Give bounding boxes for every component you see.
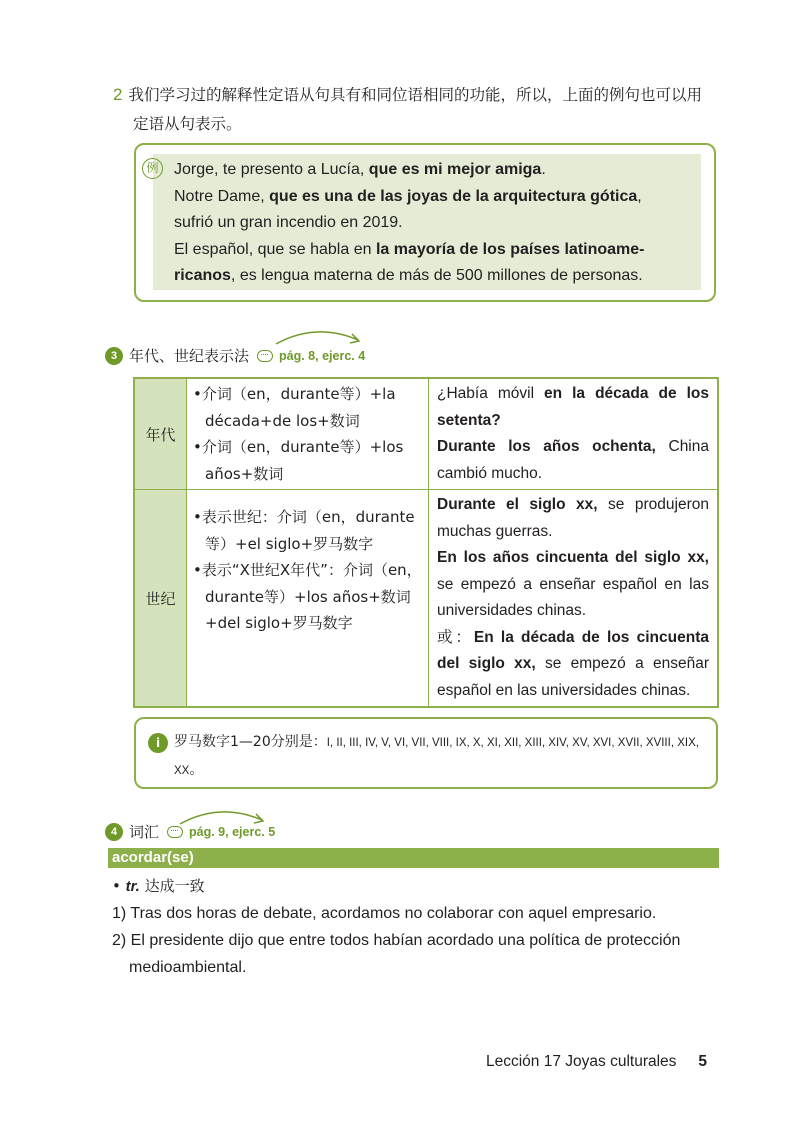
- row-header: 年代: [134, 378, 187, 490]
- vocab-example: 2) El presidente dijo que entre todos habían acordado una política de protección medioambiental.: [112, 932, 681, 976]
- item2-line1: 我们学习过的解释性定语从句具有和同位语相同的功能，所以，上面的例句也可以用: [128, 86, 702, 104]
- vocab-definition: • tr. 达成一致: [112, 877, 205, 895]
- table-example: Durante el siglo xx, se produjeron muchas guerras.: [437, 496, 709, 540]
- section-title: 年代、世纪表示法: [129, 347, 250, 365]
- section-number-badge: 3: [105, 347, 123, 365]
- table-example: Durante los años ochenta, China cambió mucho.: [437, 438, 709, 482]
- example-sentences: [174, 157, 684, 290]
- rule-bullet: •介词（en，durante等）+la década+de los+数词: [193, 385, 396, 430]
- roman-numerals-note: 罗马数字1—20分别是：I, II, III, IV, V, VI, VII, VIII, IX, X, XI, XII, XIII, XIV, XV, XVI, XVII, XVIII, XIX, XX。: [174, 734, 699, 778]
- workbook-reference: pág. 9, ejerc. 5: [189, 825, 276, 839]
- item-2-paragraph: [113, 80, 723, 139]
- example-sentence-1: Jorge, te presento a Lucía, que es mi mejor amiga.: [174, 161, 546, 178]
- table-example: ¿Había móvil en la década de los setenta?: [437, 385, 709, 429]
- page-number: 5: [698, 1053, 708, 1070]
- example-cell: [429, 490, 719, 708]
- item-number: 2: [113, 85, 123, 104]
- section-number-badge: 4: [105, 823, 123, 841]
- example-sentence-3: El español, que se habla en la mayoría de los países latinoame- ricanos, es lengua materna de más de 500 millones de personas.: [174, 240, 645, 284]
- example-sentence-2: Notre Dame, que es una de las joyas de la arquitectura gótica, sufrió un gran incendio en 2019.: [174, 187, 642, 231]
- section-title: 词汇: [129, 823, 160, 841]
- vocab-examples: [112, 900, 722, 981]
- rule-cell: [187, 378, 429, 490]
- part-of-speech: tr.: [125, 878, 140, 895]
- reference-arrow-icon: [272, 324, 366, 348]
- workbook-reference-icon: [257, 350, 273, 362]
- vocab-example: 1) Tras dos horas de debate, acordamos no colaborar con aquel empresario.: [112, 905, 657, 922]
- example-cell: [429, 378, 719, 490]
- rule-bullet: •表示“X世纪X年代”：介词（en，durante等）+los años+数词+del siglo+罗马数字: [193, 561, 422, 632]
- section-4-heading: [105, 822, 275, 842]
- section-3-heading: [105, 346, 365, 366]
- vocab-headword: acordar(se): [108, 848, 719, 868]
- table-example: 或：En la década de los cincuenta del siglo xx, se empezó a enseñar español en las universidades chinas.: [437, 628, 709, 699]
- rule-cell: [187, 490, 429, 708]
- example-icon: 例: [142, 158, 163, 179]
- rule-bullet: •介词（en，durante等）+los años+数词: [193, 438, 404, 483]
- info-icon: i: [148, 733, 168, 753]
- workbook-reference-icon: [167, 826, 183, 838]
- date-expression-table: [133, 377, 719, 708]
- table-row: [134, 490, 718, 708]
- workbook-reference: pág. 8, ejerc. 4: [279, 349, 366, 363]
- lesson-title: Lección 17 Joyas culturales: [486, 1053, 677, 1070]
- rule-bullet: •表示世纪：介词（en，durante等）+el siglo+罗马数字: [193, 508, 415, 553]
- table-example: En los años cincuenta del siglo xx, se empezó a enseñar español en las universidades chinas.: [437, 549, 709, 619]
- item2-line2: 定语从句表示。: [133, 115, 242, 133]
- table-row: [134, 378, 718, 490]
- row-header: 世纪: [134, 490, 187, 708]
- page-footer: [486, 1053, 707, 1071]
